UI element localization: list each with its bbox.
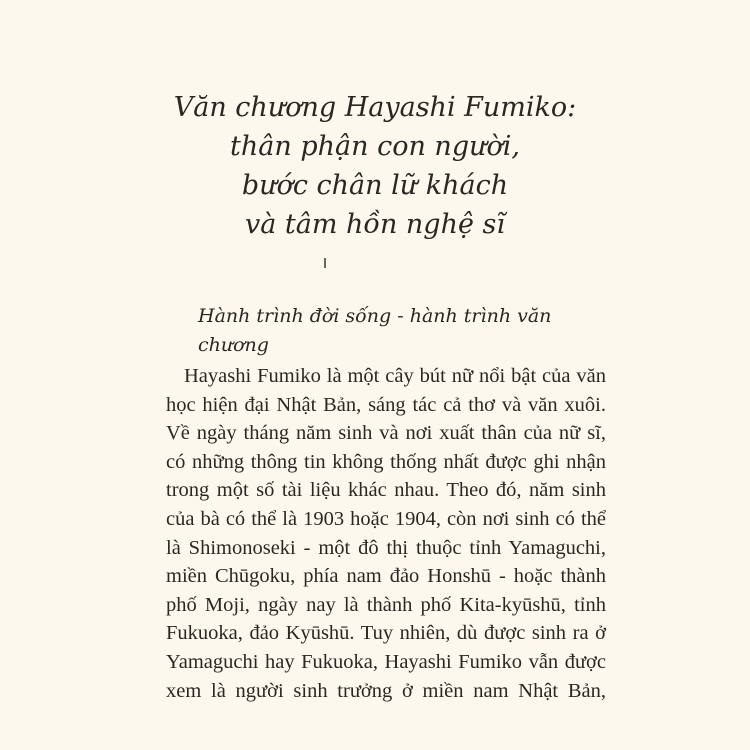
- body-line: Về ngày tháng năm sinh và nơi xuất thân của nữ sĩ,: [166, 422, 606, 445]
- chapter-title-line: bước chân lữ khách: [241, 170, 509, 201]
- section-heading: Hành trình đời sống - hành trình văn chương: [198, 305, 552, 356]
- body-line: là Shimonoseki - một đô thị thuộc tỉnh Yamaguchi,: [166, 536, 606, 559]
- body-line: Yamaguchi hay Fukuoka, Hayashi Fumiko vẫn được: [166, 650, 606, 673]
- body-line: học hiện đại Nhật Bản, sáng tác cả thơ và văn xuôi.: [166, 393, 606, 416]
- body-line: Fukuoka, đảo Kyūshū. Tuy nhiên, dù được sinh ra ở: [166, 622, 606, 645]
- body-line: miền Chūgoku, phía nam đảo Honshū - hoặc thành: [166, 565, 606, 588]
- chapter-title-line: Văn chương Hayashi Fumiko:: [173, 92, 577, 123]
- body-line: của bà có thể là 1903 hoặc 1904, còn nơi sinh có thể: [166, 507, 606, 530]
- divider-mark: [324, 258, 326, 268]
- body-line: trong một số tài liệu khác nhau. Theo đó, năm sinh: [166, 479, 606, 502]
- chapter-title-line: thân phận con người,: [230, 131, 520, 162]
- body-line: có những thông tin không thống nhất được ghi nhận: [166, 450, 606, 473]
- chapter-title-line: và tâm hồn nghệ sĩ: [244, 209, 506, 240]
- chapter-title: [60, 88, 690, 244]
- body-line: phố Moji, ngày nay là thành phố Kita-kyūshū, tỉnh: [166, 593, 606, 616]
- body-line: xem là người sinh trưởng ở miền nam Nhật Bản,: [166, 679, 606, 702]
- body-line: Hayashi Fumiko là một cây bút nữ nổi bật của văn: [184, 365, 606, 387]
- body-paragraph: [166, 362, 606, 705]
